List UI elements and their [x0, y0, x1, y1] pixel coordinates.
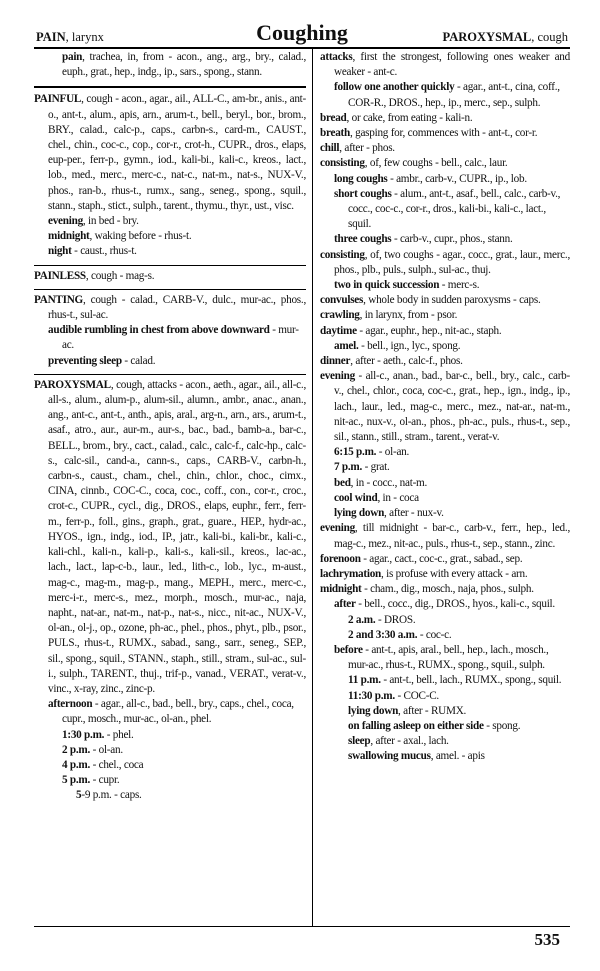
entry-evening-615pm — [320, 445, 570, 460]
entry-painful-evening — [34, 214, 306, 229]
entry-remedies: - alum., ant-t., asaf., bell., calc., carb-v., cocc., coc-c., cor-r., dros., kali-bi., kali-c., lact., squil. — [348, 187, 561, 231]
entry-paroxysmal-5-9pm — [34, 788, 306, 803]
entry-keyword: on falling asleep on either side — [348, 719, 484, 732]
entry-keyword: preventing sleep — [48, 354, 122, 367]
entry-keyword: cool wind — [334, 491, 378, 504]
entry-keyword: pain — [62, 51, 83, 63]
entry-remedies: - agar., euphr., hep., nit-ac., staph. — [356, 324, 502, 337]
entry-keyword: follow one another quickly — [334, 81, 455, 94]
entry-keyword: two in quick succession — [334, 279, 440, 292]
entry-keyword: PANTING — [34, 293, 84, 306]
entry-keyword: PAROXYSMAL — [34, 378, 111, 391]
left-column — [34, 50, 306, 804]
entry-forenoon — [320, 552, 570, 567]
entry-remedies: - caust., rhus-t. — [71, 245, 137, 258]
entry-panting-preventing — [34, 354, 306, 369]
entry-keyword: dinner — [320, 355, 351, 368]
entry-keyword: night — [48, 245, 72, 258]
entry-remedies: , first the strongest, following ones weaker and weaker - ant-c. — [334, 51, 570, 79]
entry-keyword: amel. — [334, 339, 359, 352]
entry-remedies: , cough, attacks - acon., aeth., agar., ail., all-c., all-s., alum., alum-p., alum-sil., alumn., ambr., anac., anan., ang., ant-c., ant-t., anth., apis, aral., arg-n., arn., ars., arum-t., asaf., atro., aur., aur-m., aur-s., bac., bad., bamb-a., bar-c., BELL., brom., bry., cact., calad., calc., calc-f., calc-hp., calc-s., calc-sil., cand-a., cann-s., caps., CARB-V., carbn-h., carbn-s., caust., cham., chel., chin., chlor., choc., cimx., CINA, cinnb., COC-C., coca, coc., coff., con., cor-r., croc., crot-c., CUPR., cycl., dig., DROS., elaps, euphr., ferr., ferr-m., ferr-p., foll., gins., graph., grat., guare., HEP., hydr-ac., HYOS., ign., indg., iod., IP., jatr., kali-bi., kali-br., kali-c., kali-chl., kali-n., kali-p., kali-s., kali-sil., kreos., lac-ac., lach., lact., lap-c-b., laur., led., lith-c., lob., lyc., m-aust., mag-c., mag-m., mag-p., mang., MEPH., merc., merc-c., merc-i-r., merc-s., mez., morph., mosch., mur-ac., naja, napht., nat-ar., nat-m., nat-p., nat-s., nicc., nit-ac., NUX-V., ol-an., ol-j., op., ozone, ph-ac., phel., phos., phyt., plb., psor., PULS., rhus-t., RUMX., sabad., sang., sarr., seneg., SEP., sil., spong., squil., STANN., staph., still., stram., sul-ac., sul-i., sulph., TARENT., thuj., trif-p., vanad., VERAT., verat-v., vinc., x-ray, zinc., zinc-p. — [48, 378, 306, 695]
entry-before-falling-asleep — [320, 719, 570, 734]
entry-keyword: bread — [320, 111, 347, 124]
running-head-left-rest: , larynx — [65, 30, 104, 44]
entry-evening-cool-wind — [320, 491, 570, 506]
entry-keyword: lachrymation — [320, 567, 382, 580]
entry-remedies: , in - coca — [377, 491, 419, 504]
entry-remedies: , gasping for, commences with - ant-t., cor-r. — [350, 127, 538, 140]
page-header — [36, 20, 568, 50]
entry-painful-remedies: , cough - acon., agar., ail., ALL-C., am-br., anis., ant-o., ant-t., alum., apis, arn., arum-t., bell., beryl., bor., brom., BRY., calad., calc-p., caps., carbn-s., card-m., CAUST., chel., chin., coc-c., cop., cor-r., crot-h., CUPR., dros., elaps, eup-per., ferr-p., gymn., iod., kali-bi., kali-c., kreos., lact., lob., med., merc., merc-c., nat-c., nat-m., nat-s., NUX-V., phos., ran-b., rhus-t., rumx., sang., seneg., spong., squil., stann., staph., stict., sulph., tarent., thymu., thyr., ust., visc. — [48, 93, 306, 212]
entry-paroxysmal — [34, 378, 306, 697]
entry-remedies: , after - nux-v. — [384, 507, 444, 520]
entry-keyword: consisting — [320, 157, 365, 170]
entry-attacks — [320, 50, 570, 80]
entry-keyword: evening — [320, 522, 355, 535]
entry-keyword: before — [334, 643, 363, 656]
entry-painful-heading: PAINFUL — [34, 93, 82, 106]
entry-keyword: 1:30 p.m. — [62, 728, 105, 741]
entry-keyword: evening — [320, 370, 355, 383]
entry-keyword: convulses — [320, 294, 364, 307]
entry-remedies: - ant-t., apis, aral., bell., hep., lach., mosch., mur-ac., rhus-t., RUMX., spong., squil., sulph. — [348, 643, 549, 672]
entry-keyword: sleep — [348, 735, 371, 748]
entry-crawling — [320, 308, 570, 323]
entry-evening-bed — [320, 476, 570, 491]
page-title: Coughing — [256, 20, 348, 45]
entry-remedies: , of, two coughs - agar., cocc., grat., laur., merc., phos., plb., puls., sulph., sul-ac., thuj. — [334, 248, 570, 276]
entry-remedies: - grat. — [362, 461, 390, 474]
entry-remedies: , after - aeth., calc-f., phos. — [350, 355, 463, 368]
entry-evening-till-midnight — [320, 521, 570, 551]
entry-painless — [34, 269, 306, 284]
entry-paroxysmal-130pm — [34, 728, 306, 743]
entry-keyword: 2 and 3:30 a.m. — [348, 628, 418, 641]
entry-keyword: chill — [320, 142, 340, 155]
entry-remedies: - ol-an. — [376, 446, 410, 459]
entry-remedies: - cupr. — [90, 774, 120, 787]
entry-remedies: - coc-c. — [417, 628, 452, 641]
entry-breath — [320, 126, 570, 141]
entry-keyword: afternoon — [48, 698, 93, 711]
entry-keyword: three coughs — [334, 233, 392, 246]
entry-painful — [34, 92, 306, 214]
entry-remedies: - calad. — [121, 354, 156, 367]
running-head-right-rest: , cough — [531, 30, 568, 44]
entry-keyword: short coughs — [334, 187, 392, 200]
entry-midnight-before — [320, 643, 570, 673]
entry-keyword: attacks — [320, 51, 353, 63]
entry-remedies: - cham., dig., mosch., naja, phos., sulph. — [361, 583, 534, 596]
entry-remedies: - COC-C. — [394, 689, 439, 702]
entry-pain-trachea — [34, 50, 306, 80]
running-head-left-keyword: PAIN — [36, 30, 66, 44]
entry-keyword: swallowing mucus — [348, 750, 431, 763]
entry-daytime — [320, 324, 570, 339]
entry-keyword: evening — [48, 215, 83, 228]
section-divider — [34, 374, 306, 375]
entry-keyword: lying down — [334, 507, 385, 520]
entry-keyword: 4 p.m. — [62, 758, 91, 771]
entry-keyword: forenoon — [320, 552, 361, 565]
entry-before-sleep — [320, 734, 570, 749]
entry-remedies: , after - phos. — [339, 142, 395, 155]
entry-paroxysmal-2pm — [34, 743, 306, 758]
entry-keyword: 5 — [76, 789, 82, 802]
entry-painful-night — [34, 244, 306, 259]
entry-midnight-after — [320, 597, 570, 612]
entry-keyword: breath — [320, 127, 350, 140]
entry-consisting-two — [320, 248, 570, 278]
entry-midnight-2-330am — [320, 628, 570, 643]
column-divider — [312, 49, 313, 926]
running-head-right — [443, 30, 568, 45]
entry-remedies: - chel., coca — [90, 758, 144, 771]
entry-two-succession — [320, 278, 570, 293]
entry-remedies: - merc-s. — [439, 279, 480, 292]
entry-remedies: , whole body in sudden paroxysms - caps. — [363, 294, 541, 307]
entry-consisting-few — [320, 156, 570, 171]
entry-remedies: , cough - calad., CARB-V., dulc., mur-ac., phos., rhus-t., sul-ac. — [48, 293, 306, 322]
entry-lachrymation — [320, 567, 570, 582]
section-divider — [34, 289, 306, 290]
entry-three-coughs — [320, 232, 570, 247]
section-divider — [34, 86, 306, 88]
entry-remedies: , after - axal., lach. — [370, 735, 449, 748]
entry-dinner — [320, 354, 570, 369]
entry-remedies: , in - cocc., nat-m. — [350, 476, 428, 489]
footer-rule — [34, 926, 570, 927]
entry-keyword: midnight — [48, 230, 90, 243]
entry-remedies: , amel. - apis — [430, 750, 485, 763]
page-number: 535 — [534, 930, 560, 949]
entry-panting-audible — [34, 323, 306, 353]
entry-remedies: , after - RUMX. — [398, 704, 467, 717]
entry-remedies: , till midnight - bar-c., carb-v., ferr., hep., led., mag-c., mez., nit-ac., puls., rhus-t., sep., stann., zinc. — [334, 522, 570, 550]
entry-keyword: 7 p.m. — [334, 461, 363, 474]
entry-keyword: crawling — [320, 309, 360, 322]
entry-painful-midnight — [34, 229, 306, 244]
entry-remedies: - agar., all-c., bad., bell., bry., caps., chel., coca, cupr., mosch., mur-ac., ol-an., phel. — [62, 698, 294, 726]
entry-remedies: , of, few coughs - bell., calc., laur. — [364, 157, 508, 170]
entry-remedies: -9 p.m. - caps. — [81, 789, 142, 802]
entry-evening — [320, 369, 570, 445]
entry-keyword: bed — [334, 476, 351, 489]
entry-paroxysmal-4pm — [34, 758, 306, 773]
entry-short-coughs — [320, 187, 570, 233]
entry-before-1130pm — [320, 689, 570, 704]
entry-remedies: - phel. — [104, 728, 134, 741]
entry-remedies: - mur-ac. — [62, 324, 299, 352]
entry-keyword: daytime — [320, 324, 357, 337]
entry-keyword: 5 p.m. — [62, 774, 91, 787]
entry-keyword: 2 p.m. — [62, 743, 91, 756]
entry-remedies: , is profuse with every attack - arn. — [381, 567, 528, 580]
entry-keyword: midnight — [320, 583, 362, 596]
entry-keyword: consisting — [320, 248, 365, 261]
entry-before-swallowing — [320, 749, 570, 764]
entry-remedies: - all-c., anan., bad., bar-c., bell., bry., calc., carb-v., chel., chlor., coca, coc-c., grat., hep., ign., indg., ip., lach., laur., led., mag-c., merc., mez., nat-ar., nat-m., nit-ac., nux-v., ol-an., phos., ph-ac., puls., rhus-t., sep., sil., stann., still., stram., tarent., verat-v. — [334, 370, 570, 444]
entry-remedies: - ant-t., bell., lach., RUMX., spong., squil. — [380, 674, 562, 687]
entry-long-coughs — [320, 172, 570, 187]
entry-attacks-follow — [320, 80, 570, 110]
entry-remedies: - ol-an. — [90, 743, 123, 756]
entry-remedies: , waking before - rhus-t. — [89, 230, 192, 243]
section-divider — [34, 265, 306, 266]
entry-before-lying — [320, 704, 570, 719]
entry-remedies: , cough - mag-s. — [85, 269, 155, 282]
entry-daytime-amel — [320, 339, 570, 354]
entry-evening-7pm — [320, 460, 570, 475]
header-rule — [34, 47, 570, 49]
entry-paroxysmal-afternoon — [34, 697, 306, 727]
entry-remedies: - ambr., carb-v., CUPR., ip., lob. — [387, 172, 527, 185]
entry-remedies: , in larynx, from - psor. — [359, 309, 458, 322]
entry-remedies: - DROS. — [375, 613, 416, 626]
entry-remedies: - agar., cact., coc-c., grat., sabad., sep. — [360, 552, 523, 565]
entry-panting — [34, 293, 306, 323]
entry-bread — [320, 111, 570, 126]
entry-midnight — [320, 582, 570, 597]
entry-keyword: PAINLESS — [34, 269, 86, 282]
entry-evening-lying — [320, 506, 570, 521]
entry-paroxysmal-5pm — [34, 773, 306, 788]
entry-keyword: lying down — [348, 704, 399, 717]
entry-remedies: , trachea, in, from - acon., ang., arg., bry., calad., euph., grat., hep., indg., ip., sars., spong., stann. — [62, 51, 306, 79]
entry-keyword: 11:30 p.m. — [348, 689, 395, 702]
entry-midnight-2am — [320, 613, 570, 628]
entry-remedies: - bell., ign., lyc., spong. — [358, 339, 461, 352]
entry-remedies: , in bed - bry. — [82, 215, 139, 228]
entry-keyword: 11 p.m. — [348, 674, 381, 687]
entry-remedies: - agar., ant-t., cina, coff., COR-R., DROS., hep., ip., merc., sep., sulph. — [348, 81, 560, 109]
entry-chill — [320, 141, 570, 156]
entry-remedies: - bell., cocc., dig., DROS., hyos., kali-c., squil. — [355, 598, 555, 611]
entry-remedies: - spong. — [483, 719, 521, 732]
entry-keyword: long coughs — [334, 172, 388, 185]
entry-keyword: 2 a.m. — [348, 613, 376, 626]
entry-convulses — [320, 293, 570, 308]
entry-keyword: 6:15 p.m. — [334, 446, 377, 459]
entry-keyword: after — [334, 598, 356, 611]
running-head-right-keyword: PAROXYSMAL — [442, 30, 532, 44]
entry-before-11pm — [320, 673, 570, 688]
entry-remedies: - carb-v., cupr., phos., stann. — [391, 233, 513, 246]
entry-keyword: audible rumbling in chest from above downward — [48, 324, 270, 337]
right-column — [320, 50, 570, 765]
entry-remedies: , or cake, from eating - kali-n. — [346, 111, 473, 124]
